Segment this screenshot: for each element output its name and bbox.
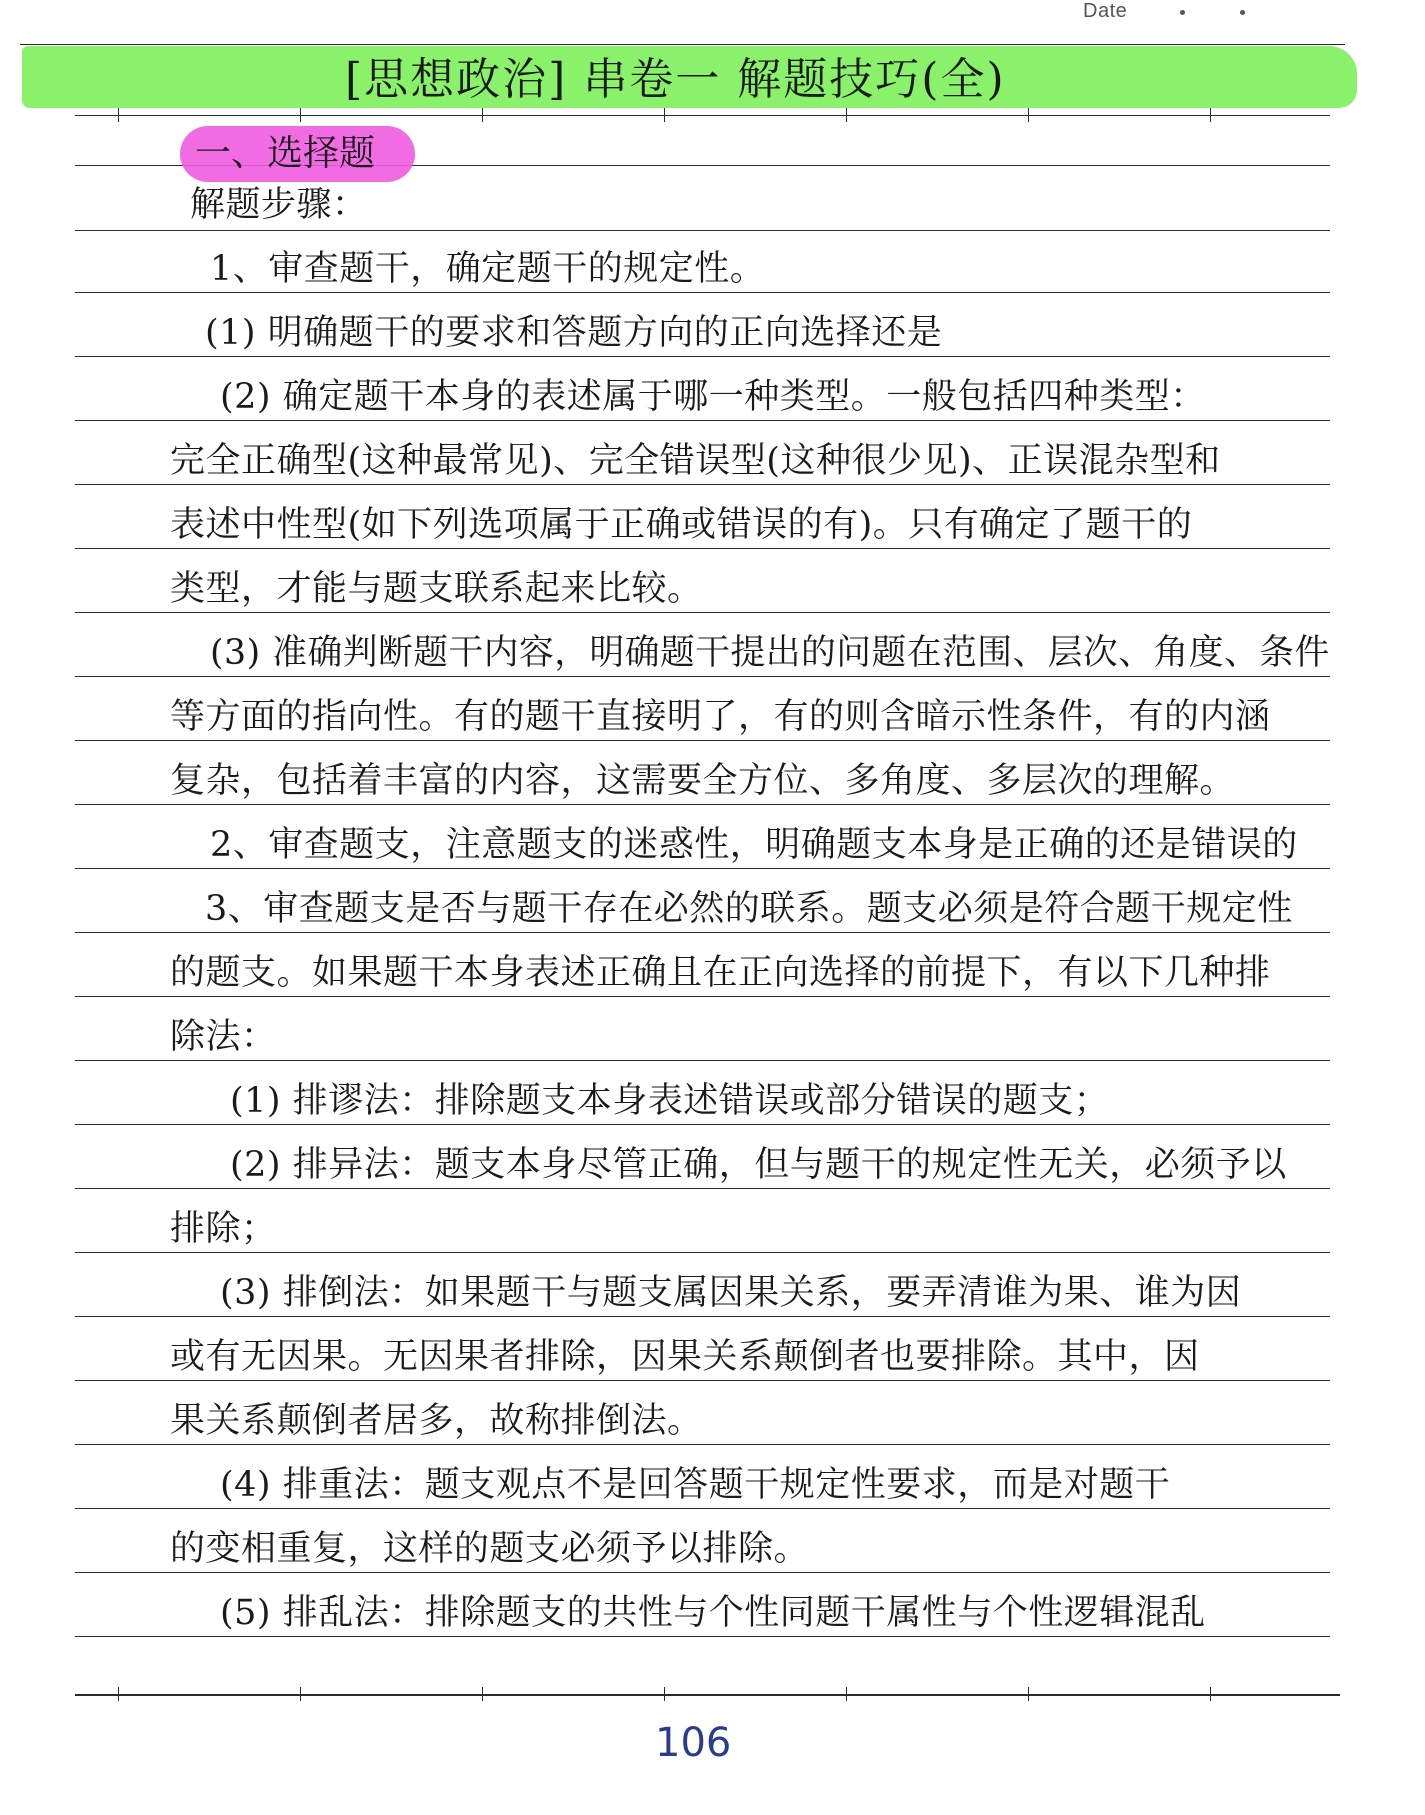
text-line: 复杂，包括着丰富的内容，这需要全方位、多角度、多层次的理解。 [170,761,1236,801]
text-line: 果关系颠倒者居多，故称排倒法。 [170,1401,703,1441]
text-line: 的变相重复，这样的题支必须予以排除。 [170,1529,810,1569]
date-label: Date [1083,0,1128,22]
margin-tick [118,108,119,122]
text-line: 解题步骤： [190,185,368,225]
section-heading: 一、选择题 [195,133,376,174]
margin-tick [300,108,301,122]
text-line: 或有无因果。无因果者排除，因果关系颠倒者也要排除。其中，因 [170,1337,1200,1377]
text-line: (1) 明确题干的要求和答题方向的正向选择还是 [205,313,943,353]
margin-tick [664,108,665,122]
ruled-line [75,230,1330,231]
ruled-line [75,115,1330,116]
text-line: (3) 准确判断题干内容，明确题干提出的问题在范围、层次、角度、条件 [210,633,1330,673]
text-line: 2、审查题支，注意题支的迷惑性，明确题支本身是正确的还是错误的 [210,825,1298,865]
text-line: (3) 排倒法：如果题干与题支属因果关系，要弄清谁为果、谁为因 [220,1273,1242,1313]
page-title: [思想政治] 串卷一 解题技巧(全) [345,54,1006,105]
margin-tick [482,108,483,122]
text-line: 3、审查题支是否与题干存在必然的联系。题支必须是符合题干规定性 [205,889,1293,929]
text-line: 类型，才能与题支联系起来比较。 [170,569,703,609]
bottom-rule [75,1694,1340,1696]
text-line: 等方面的指向性。有的题干直接明了，有的则含暗示性条件，有的内涵 [170,697,1271,737]
text-line: (4) 排重法：题支观点不是回答题干规定性要求，而是对题干 [220,1465,1171,1505]
text-line: 的题支。如果题干本身表述正确且在正向选择的前提下，有以下几种排 [170,953,1271,993]
margin-tick [300,1687,301,1701]
ruled-line [20,44,1345,45]
text-line: 1、审查题干，确定题干的规定性。 [210,249,766,289]
text-line: 排除； [170,1209,277,1249]
date-dot [1240,10,1245,15]
margin-tick [482,1687,483,1701]
margin-tick [1210,108,1211,122]
margin-tick [1028,1687,1029,1701]
text-line: (2) 排异法：题支本身尽管正确，但与题干的规定性无关，必须予以 [230,1145,1287,1185]
text-line: (2) 确定题干本身的表述属于哪一种类型。一般包括四种类型： [220,377,1206,417]
margin-tick [846,1687,847,1701]
margin-tick [1210,1687,1211,1701]
margin-tick [1028,108,1029,122]
text-line: (5) 排乱法：排除题支的共性与个性同题干属性与个性逻辑混乱 [220,1593,1206,1633]
text-line: (1) 排谬法：排除题支本身表述错误或部分错误的题支； [230,1081,1110,1121]
margin-tick [118,1687,119,1701]
margin-tick [664,1687,665,1701]
text-line: 除法： [170,1017,277,1057]
page-number: 106 [655,1720,732,1766]
text-line: 表述中性型(如下列选项属于正确或错误的有)。只有确定了题干的 [170,505,1193,545]
text-line: 完全正确型(这种最常见)、完全错误型(这种很少见)、正误混杂型和 [170,441,1221,481]
margin-tick [846,108,847,122]
date-dot [1180,10,1185,15]
